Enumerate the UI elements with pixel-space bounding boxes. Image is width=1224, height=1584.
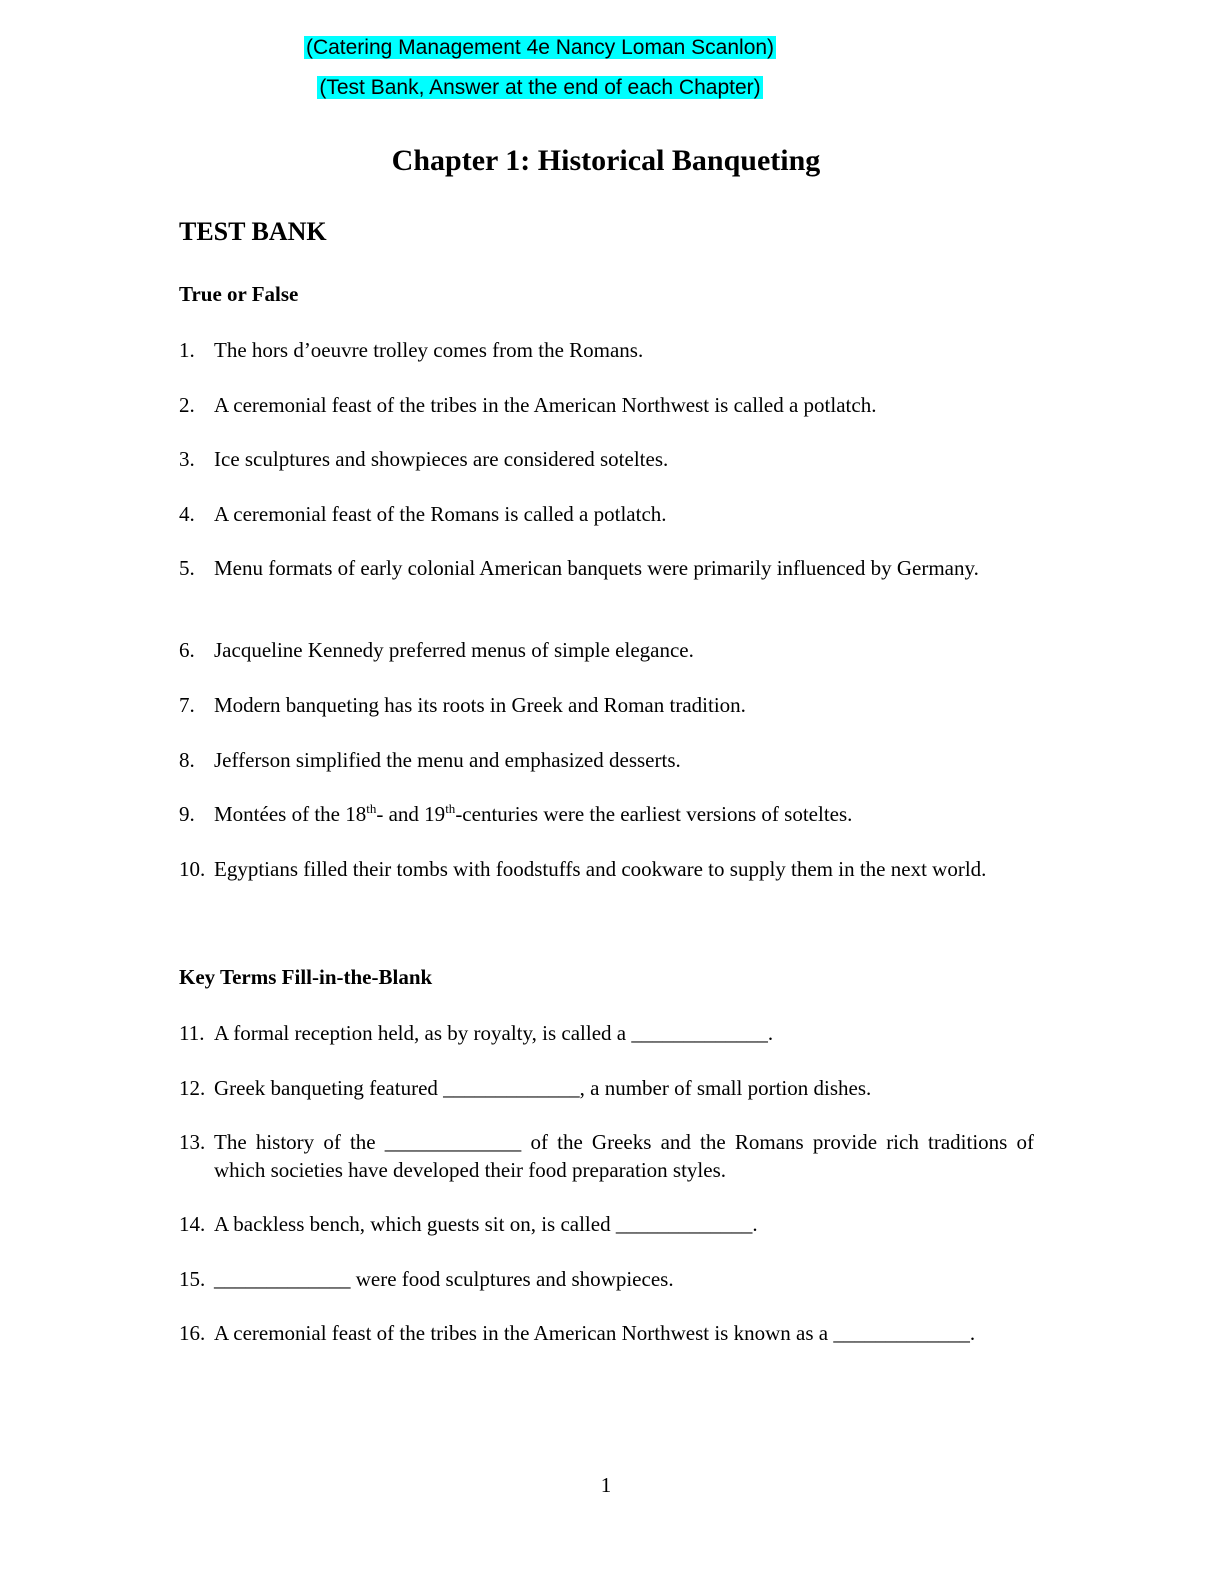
question-5 — [179, 554, 1034, 582]
question-text: Greek banqueting featured _____________, a number of small portion dishes. — [214, 1076, 872, 1100]
question-number: 16. — [179, 1321, 206, 1345]
question-text: Jefferson simplified the menu and emphasized desserts. — [214, 748, 681, 772]
question-text: A ceremonial feast of the tribes in the American Northwest is called a potlatch. — [214, 393, 877, 417]
question-number: 4. — [179, 502, 195, 526]
question-number: 6. — [179, 638, 195, 662]
question-text: Jacqueline Kennedy preferred menus of simple elegance. — [214, 638, 694, 662]
question-10 — [179, 855, 1034, 883]
question-text-part: Montées of the 18 — [214, 802, 367, 826]
question-text: Menu formats of early colonial American banquets were primarily influenced by Germany. — [214, 556, 979, 580]
question-text: A ceremonial feast of the tribes in the American Northwest is known as a _____________. — [214, 1321, 976, 1345]
question-6 — [179, 636, 1034, 664]
question-number: 7. — [179, 693, 195, 717]
question-number: 11. — [179, 1021, 205, 1045]
question-number: 9. — [179, 802, 195, 826]
question-number: 14. — [179, 1212, 206, 1236]
question-text-part: - and 19 — [376, 802, 446, 826]
question-4 — [179, 500, 1034, 528]
question-11 — [179, 1019, 1034, 1047]
question-14 — [179, 1210, 1034, 1238]
chapter-title: Chapter 1: Historical Banqueting — [391, 144, 821, 177]
question-number: 1. — [179, 338, 195, 362]
question-2 — [179, 391, 1034, 419]
question-3 — [179, 445, 1034, 473]
question-number: 2. — [179, 393, 195, 417]
question-text: Egyptians filled their tombs with foodstuffs and cookware to supply them in the next world. — [214, 857, 987, 881]
question-text-part: -centuries were the earliest versions of soteltes. — [455, 802, 853, 826]
banner-line-1-text: (Catering Management 4e Nancy Loman Scanlon) — [305, 36, 775, 59]
question-16 — [179, 1319, 1034, 1347]
question-number: 13. — [179, 1130, 206, 1154]
page-number: 1 — [600, 1473, 612, 1497]
banner-line-2 — [0, 75, 1080, 101]
question-text: Modern banqueting has its roots in Greek and Roman tradition. — [214, 693, 746, 717]
ordinal-suffix: th — [366, 801, 377, 816]
test-bank-heading: TEST BANK — [179, 217, 327, 246]
banner-line-1 — [0, 35, 1080, 61]
key-terms-heading: Key Terms Fill-in-the-Blank — [179, 965, 433, 989]
question-8 — [179, 746, 1034, 774]
question-12 — [179, 1074, 1034, 1102]
question-number: 12. — [179, 1076, 206, 1100]
question-1 — [179, 336, 1034, 364]
banner-line-2-text: (Test Bank, Answer at the end of each Chapter) — [319, 76, 761, 99]
question-13 — [179, 1128, 1034, 1184]
question-text: A ceremonial feast of the Romans is called a potlatch. — [214, 502, 667, 526]
true-false-heading: True or False — [179, 282, 299, 306]
question-15 — [179, 1265, 1034, 1293]
question-9 — [179, 800, 1034, 828]
question-text: Ice sculptures and showpieces are considered soteltes. — [214, 447, 669, 471]
question-text: The history of the _____________ of the Greeks and the Romans provide rich traditions of which societies have developed their food preparation styles. — [214, 1130, 1034, 1182]
question-text — [214, 800, 1034, 828]
question-number: 15. — [179, 1267, 206, 1291]
question-text: A formal reception held, as by royalty, is called a _____________. — [214, 1021, 774, 1045]
question-text: _____________ were food sculptures and showpieces. — [214, 1267, 674, 1291]
ordinal-suffix: th — [445, 801, 456, 816]
question-text: A backless bench, which guests sit on, is called _____________. — [214, 1212, 758, 1236]
question-number: 5. — [179, 556, 195, 580]
question-text: The hors d’oeuvre trolley comes from the Romans. — [214, 338, 644, 362]
question-number: 10. — [179, 857, 206, 881]
question-number: 3. — [179, 447, 195, 471]
question-number: 8. — [179, 748, 195, 772]
question-7 — [179, 691, 1034, 719]
